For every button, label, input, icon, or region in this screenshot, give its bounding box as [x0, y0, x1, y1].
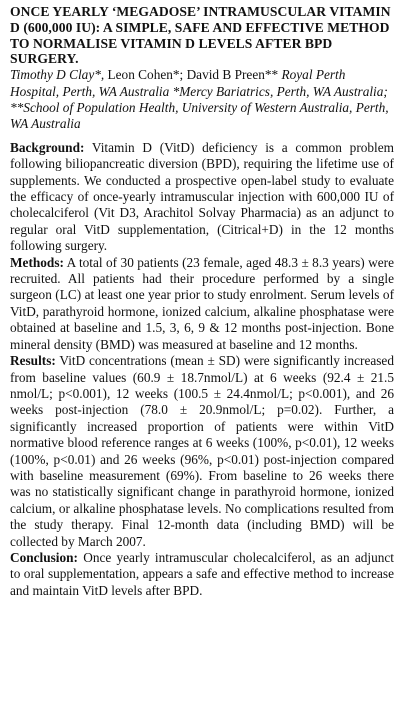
conclusion-text: Once yearly intramuscular cholecalciferol, as an adjunct to oral supplementation, appears a safe and effective method to increase and maintain VitD levels after BPD. [10, 549, 394, 598]
methods-heading: Methods: [10, 254, 64, 270]
conclusion-heading: Conclusion: [10, 549, 78, 565]
methods-section [10, 255, 394, 353]
background-section [10, 140, 394, 255]
background-text: Vitamin D (VitD) deficiency is a common problem following biliopancreatic diversion (BPD), requiring the lifetime use of supplements. We conducted a prospective open-label study to evaluate the efficacy of once-yearly intramuscular injection with 600,000 IU of cholecalciferol (Vit D3, Arachitol Solvay Pharmacia) as an adjunct to regular oral VitD supplementation, (Citrical+D) in the 12 months following surgery. [10, 139, 394, 254]
results-text: VitD concentrations (mean ± SD) were significantly increased from baseline values (60.9 ± 18.7nmol/L) at 6 weeks (92.4 ± 21.5 nmol/L; p<0.001), 12 weeks (100.5 ± 24.4nmol/L; p<0.001), and 26 weeks post-injection (78.0 ± 20.9nmol/L; p=0.02). Further, a significantly increased proportion of patients were within VitD normative blood reference ranges at 6 weeks (100%, p<0.01), 12 weeks (100%, p<0.01) and 26 weeks (96%, p<0.01) post-injection compared with baseline measurement (69%). From baseline to 26 weeks there was no statistically significant change in parathyroid hormone, ionized calcium, or alkaline phosphatase levels. No complications resulted from the study therapy. Final 12-month data (including BMD) will be collected by March 2007. [10, 353, 394, 549]
background-heading: Background: [10, 139, 85, 155]
results-heading: Results: [10, 353, 56, 369]
author-cohen: Leon Cohen*; [107, 67, 184, 83]
author-block [10, 67, 394, 133]
results-section [10, 353, 394, 550]
author-clay: Timothy D Clay*, [10, 67, 105, 83]
abstract-title: ONCE YEARLY ‘MEGADOSE’ INTRAMUSCULAR VITAMIN D (600,000 IU): A SIMPLE, SAFE AND EFFECTIVE METHOD TO NORMALISE VITAMIN D LEVELS AFTER BPD SURGERY. [10, 4, 391, 67]
methods-text: A total of 30 patients (23 female, aged 48.3 ± 8.3 years) were recruited. All patients had their procedure performed by a single surgeon (LC) at least one year prior to study enrolment. Serum levels of VitD, parathyroid hormone, ionized calcium, alkaline phosphatase were obtained at baseline and 1.5, 3, 6, 9 & 12 months post-injection. Bone mineral density (BMD) was measured at baseline and 12 months. [10, 254, 395, 352]
author-preen: David B Preen** [186, 67, 279, 83]
conclusion-section [10, 550, 394, 599]
author-affiliations: Royal Perth Hospital, Perth, WA Australia *Mercy Bariatrics, Perth, WA Australia; **School of Population Health, University of Western Australia, Perth, WA Australia [10, 67, 389, 132]
abstract [10, 4, 394, 599]
